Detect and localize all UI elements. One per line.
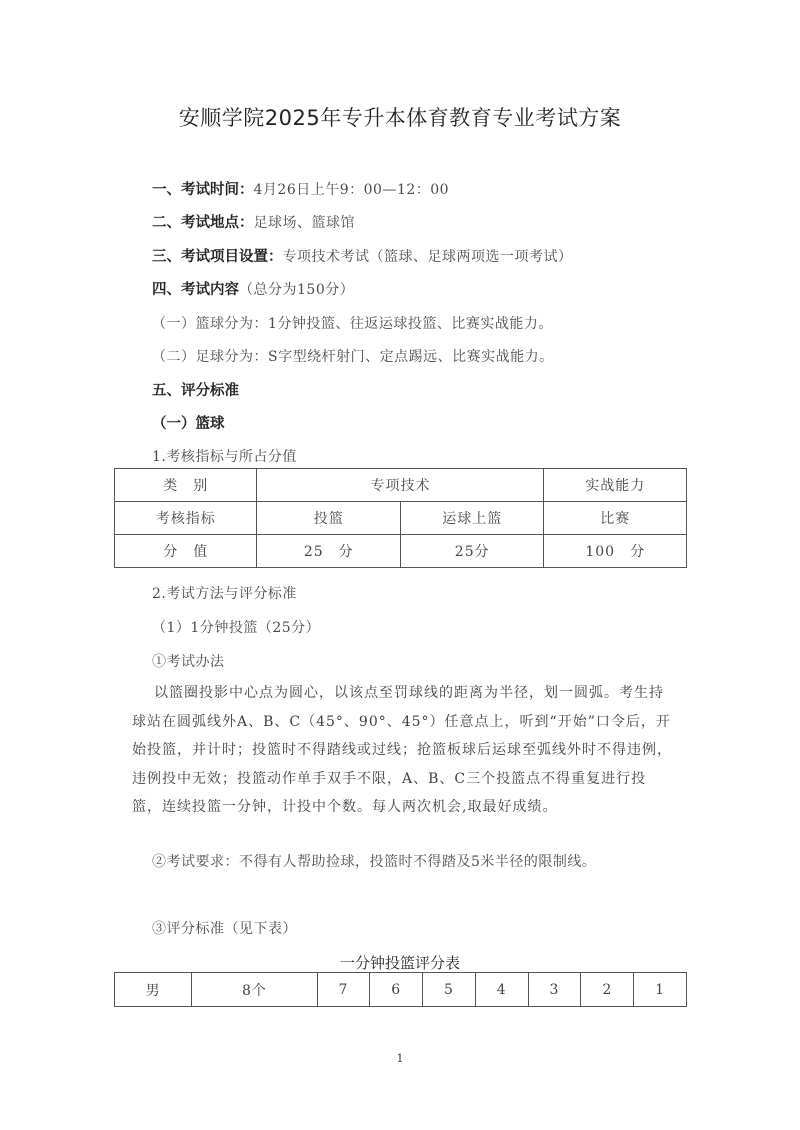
table-cell: 男 [115, 973, 192, 1007]
table-cell: 运球上篮 [400, 502, 543, 535]
section-label: 一、考试时间： [152, 182, 254, 198]
table-cell: 4 [475, 973, 528, 1007]
section-exam-content [152, 278, 354, 299]
table1-caption: 1.考核指标与所占分值 [152, 449, 297, 465]
score-table-title: 一分钟投篮评分表 [339, 954, 460, 972]
scoring-heading: ③评分标准（见下表） [152, 921, 297, 937]
method-heading: ①考试办法 [152, 654, 225, 670]
table-cell: 1 [634, 973, 687, 1007]
section-value: 4月26日上午9：00—12：00 [253, 182, 450, 198]
table-row [115, 535, 687, 568]
section-exam-items [152, 245, 573, 266]
page-number: 1 [396, 1052, 404, 1065]
section-exam-time [152, 178, 449, 199]
section-value: （总分为150分） [239, 282, 355, 298]
table-row [115, 469, 687, 502]
section-value: 专项技术考试（篮球、足球两项选一项考试） [282, 249, 573, 265]
page-title: 安顺学院2025年专升本体育教育专业考试方案 [178, 106, 622, 130]
table-cell: 类 别 [115, 469, 257, 502]
table-cell: 考核指标 [115, 502, 257, 535]
method-paragraph: 以篮圈投影中心点为圆心，以该点至罚球线的距离为半径，划一圆弧。考生持球站在圆弧线外A、B、C（45°、90°、45°）任意点上，听到“开始”口令后，开始投篮，并计时；投篮时不得踏线或过线；抢篮板球后运球至弧线外时不得违例，违例投中无效；投篮动作单手双手不限，A、B、C三个投篮点不得重复进行投篮，连续投篮一分钟，计投中个数。每人两次机会,取最好成绩。 [132, 685, 672, 815]
table-cell: 25分 [400, 535, 543, 568]
table-cell: 专项技术 [257, 469, 544, 502]
subsection-basketball: （一）篮球 [152, 416, 225, 432]
score-table [114, 972, 687, 1007]
table-cell: 8个 [192, 973, 317, 1007]
table-cell: 比赛 [544, 502, 687, 535]
table-cell: 投篮 [257, 502, 401, 535]
section-label: 四、考试内容 [152, 282, 239, 298]
table-cell: 25 分 [257, 535, 401, 568]
section-exam-location [152, 211, 355, 232]
shooting-1min-heading: （1）1分钟投篮（25分） [152, 620, 321, 636]
table-cell: 分 值 [115, 535, 257, 568]
table-cell: 实战能力 [544, 469, 687, 502]
table-row [115, 502, 687, 535]
table-row [115, 973, 687, 1007]
indicator-table [114, 468, 687, 568]
table-cell: 7 [317, 973, 370, 1007]
table-cell: 6 [370, 973, 423, 1007]
content-item-basketball: （一）篮球分为：1分钟投篮、往返运球投篮、比赛实战能力。 [152, 316, 553, 332]
section-value: 足球场、篮球馆 [253, 215, 355, 231]
section-label: 二、考试地点： [152, 215, 254, 231]
table-cell: 3 [528, 973, 581, 1007]
section-label: 三、考试项目设置： [152, 249, 283, 265]
table-cell: 2 [581, 973, 634, 1007]
content-item-football: （二）足球分为：S字型绕杆射门、定点踢远、比赛实战能力。 [152, 349, 554, 365]
section-scoring: 五、评分标准 [152, 383, 239, 399]
requirement-text: ②考试要求：不得有人帮助捡球，投篮时不得踏及5米半径的限制线。 [152, 854, 597, 870]
table-cell: 100 分 [544, 535, 687, 568]
table-cell: 5 [423, 973, 476, 1007]
method-caption: 2.考试方法与评分标准 [152, 586, 297, 602]
